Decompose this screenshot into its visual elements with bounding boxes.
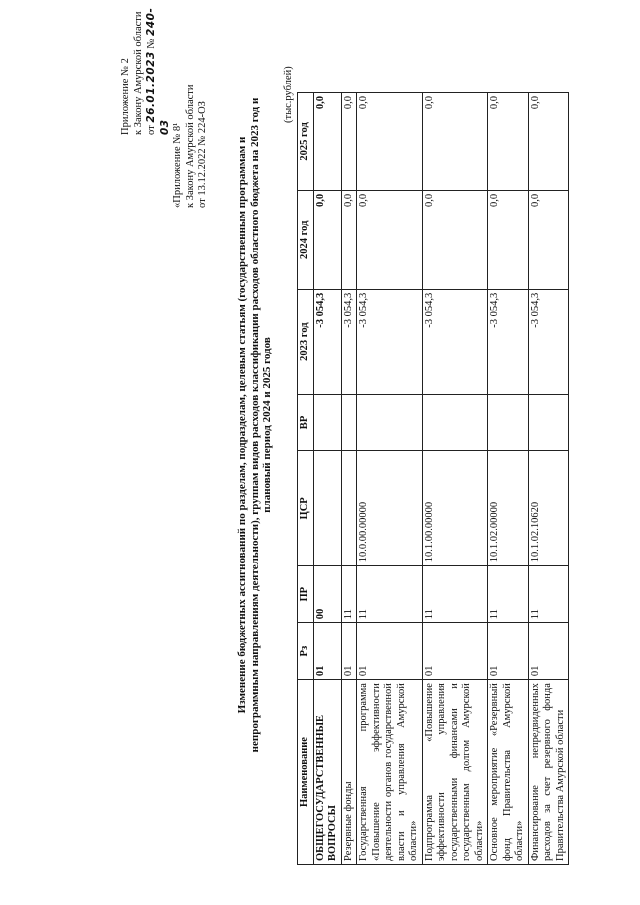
table-row [341, 93, 357, 865]
header-2025: 2025 год [298, 93, 314, 191]
row-2024: 0,0 [528, 190, 569, 289]
row-name: Основное мероприятие «Резервный фонд Правительства Амурской области» [488, 680, 529, 865]
row-2024: 0,0 [313, 190, 341, 289]
header-rz: Рз [298, 623, 314, 680]
row-vr [313, 394, 341, 451]
row-vr [341, 394, 357, 451]
row-2023: -3 054,3 [341, 289, 357, 394]
row-vr [528, 394, 569, 451]
row-2023: -3 054,3 [357, 289, 423, 394]
row-pr: 11 [341, 566, 357, 623]
row-2025: 0,0 [488, 93, 529, 191]
row-rz: 01 [422, 623, 488, 680]
row-rz: 01 [488, 623, 529, 680]
row-vr [422, 394, 488, 451]
appendix-law: к Закону Амурской области [132, 11, 144, 135]
row-pr: 11 [488, 566, 529, 623]
row-name: Финансирование непредвиденных расходов за счет резервного фонда Правительства Амурской области [528, 680, 569, 865]
appendix-date-line: от 26.01.2023 № 240-03 [145, 7, 171, 135]
row-2023: -3 054,3 [488, 289, 529, 394]
row-rz: 01 [528, 623, 569, 680]
row-name: Государственная программа «Повышение эффективности деятельности органов государственной власти и управления Амурской области» [357, 680, 423, 865]
document-title: Изменение бюджетных ассигнований по разделам, подразделам, целевым статьям (государственным программам и непрограммным направлениям деятельности), группам видов расходов классификации расходов областного бюджета на 2023 год и плановый период 2024 и 2025 годов [236, 97, 273, 753]
row-name: Подпрограмма «Повышение эффективности управления государственными финансами и государственным долгом Амурской области» [422, 680, 488, 865]
row-2025: 0,0 [422, 93, 488, 191]
units-label: (тыс.рублей) [283, 66, 294, 123]
appendix-header [120, 0, 172, 135]
row-name: ОБЩЕГОСУДАРСТВЕННЫЕ ВОПРОСЫ [313, 680, 341, 865]
row-2023: -3 054,3 [422, 289, 488, 394]
handwritten-number: 240-03 [145, 7, 171, 135]
row-2025: 0,0 [357, 93, 423, 191]
row-csr [313, 451, 341, 566]
table-row [313, 93, 341, 865]
appendix8-date: от 13.12.2022 № 224-ОЗ [197, 101, 208, 208]
row-pr: 11 [357, 566, 423, 623]
header-pr: ПР [298, 566, 314, 623]
row-2025: 0,0 [341, 93, 357, 191]
row-rz: 01 [313, 623, 341, 680]
appendix-title: Приложение № 2 [120, 58, 131, 135]
row-csr: 10.1.00.00000 [422, 451, 488, 566]
row-rz: 01 [357, 623, 423, 680]
row-csr: 10.1.02.10620 [528, 451, 569, 566]
header-csr: ЦСР [298, 451, 314, 566]
row-2024: 0,0 [488, 190, 529, 289]
row-2023: -3 054,3 [313, 289, 341, 394]
header-vr: ВР [298, 394, 314, 451]
handwritten-date: 26.01.2023 [145, 51, 157, 123]
table-row [422, 93, 488, 865]
row-2023: -3 054,3 [528, 289, 569, 394]
row-pr: 11 [422, 566, 488, 623]
table-row [357, 93, 423, 865]
row-csr [341, 451, 357, 566]
row-vr [357, 394, 423, 451]
row-name: Резервные фонды [341, 680, 357, 865]
header-2023: 2023 год [298, 289, 314, 394]
appendix8-title: «Приложение № 8¹ [172, 122, 183, 208]
table-header-row [298, 93, 314, 865]
row-rz: 01 [341, 623, 357, 680]
row-2024: 0,0 [341, 190, 357, 289]
row-csr: 10.0.00.00000 [357, 451, 423, 566]
row-csr: 10.1.02.00000 [488, 451, 529, 566]
header-name: Наименование [298, 680, 314, 865]
appendix8-header [172, 28, 210, 208]
row-2024: 0,0 [357, 190, 423, 289]
row-vr [488, 394, 529, 451]
appendix8-law: к Закону Амурской области [184, 84, 196, 208]
header-2024: 2024 год [298, 190, 314, 289]
row-2024: 0,0 [422, 190, 488, 289]
row-2025: 0,0 [313, 93, 341, 191]
row-2025: 0,0 [528, 93, 569, 191]
budget-table [297, 92, 569, 865]
row-pr: 11 [528, 566, 569, 623]
table-row [528, 93, 569, 865]
row-pr: 00 [313, 566, 341, 623]
table-row [488, 93, 529, 865]
